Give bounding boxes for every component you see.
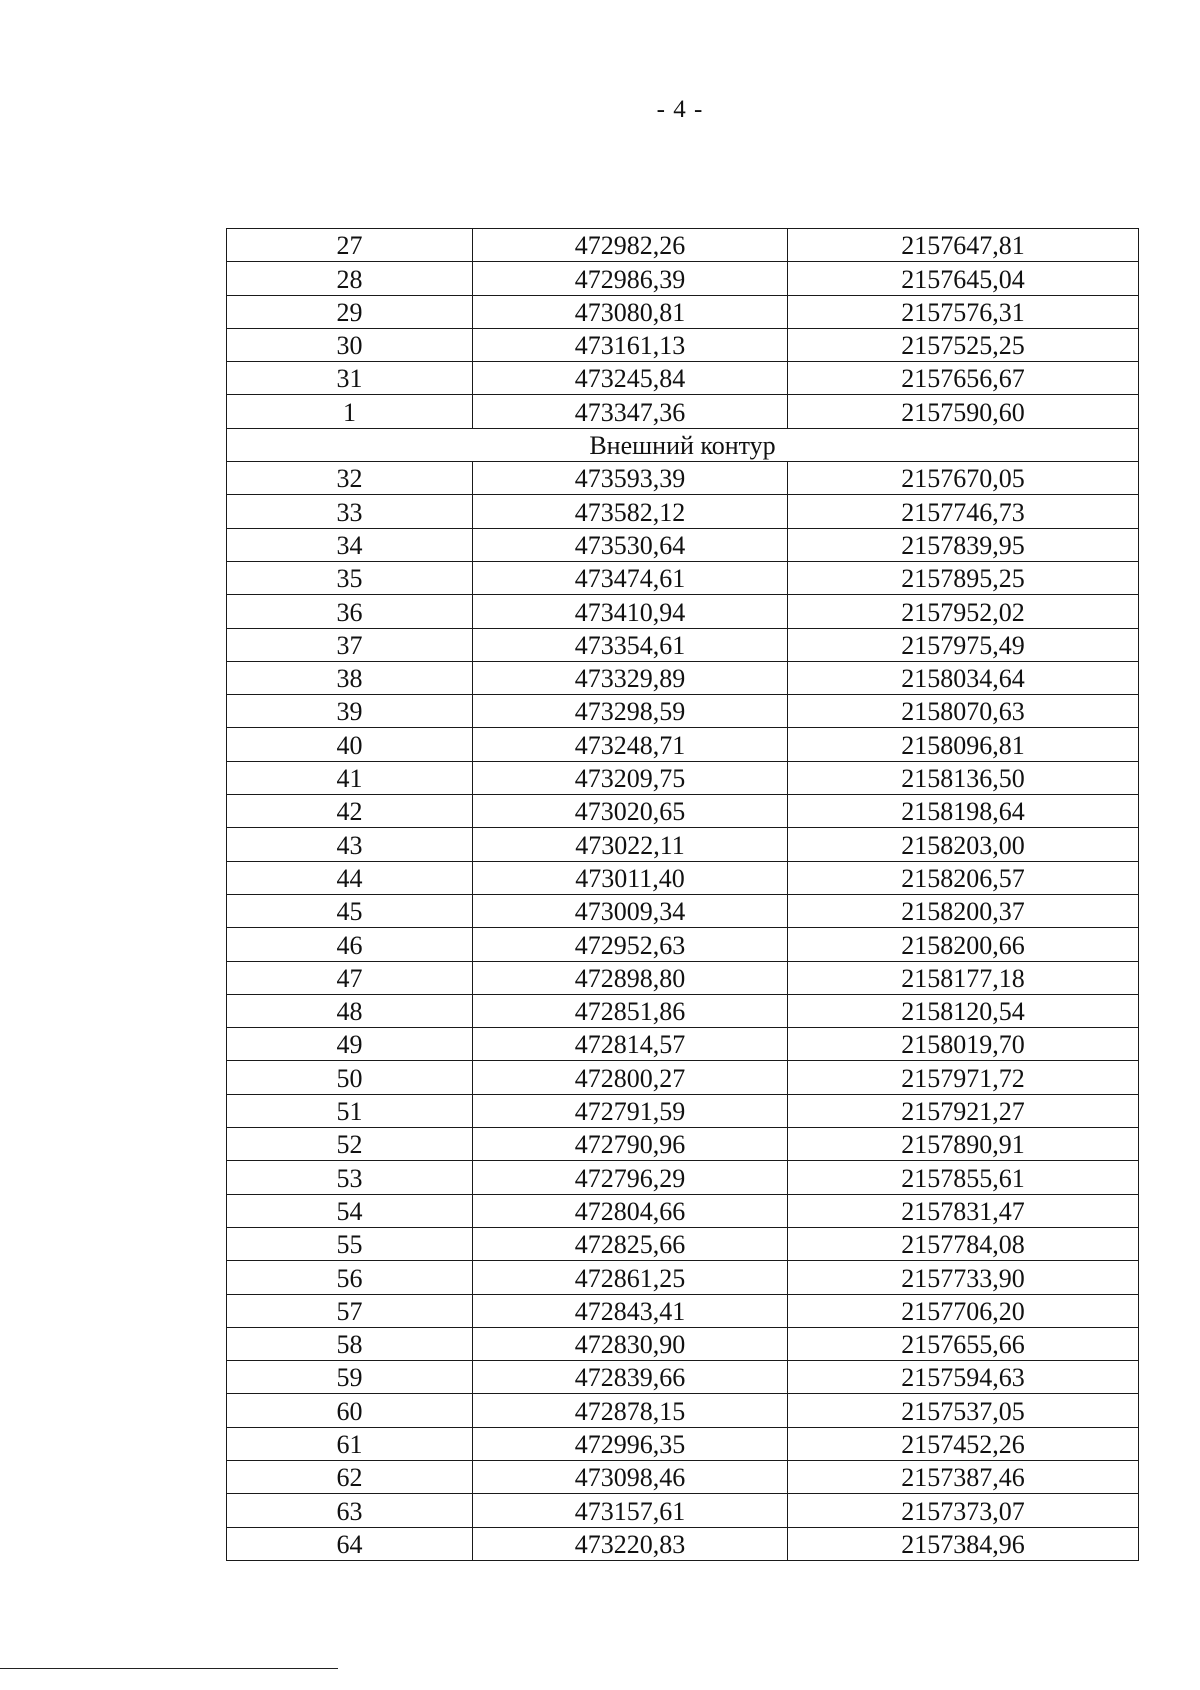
- x-coordinate-cell: 473161,13: [473, 328, 788, 361]
- section-row: [227, 428, 1139, 461]
- y-coordinate-cell: 2157831,47: [788, 1194, 1139, 1227]
- y-coordinate-cell: 2157387,46: [788, 1460, 1139, 1493]
- table-row: [227, 795, 1139, 828]
- table-row: [227, 1061, 1139, 1094]
- point-number-cell: 27: [227, 229, 473, 262]
- point-number-cell: 37: [227, 628, 473, 661]
- y-coordinate-cell: 2158034,64: [788, 661, 1139, 694]
- y-coordinate-cell: 2157746,73: [788, 495, 1139, 528]
- point-number-cell: 44: [227, 861, 473, 894]
- x-coordinate-cell: 472952,63: [473, 928, 788, 961]
- x-coordinate-cell: 473022,11: [473, 828, 788, 861]
- point-number-cell: 30: [227, 328, 473, 361]
- table-row: [227, 462, 1139, 495]
- table-row: [227, 1128, 1139, 1161]
- x-coordinate-cell: 472996,35: [473, 1427, 788, 1460]
- table-row: [227, 1460, 1139, 1493]
- y-coordinate-cell: 2158198,64: [788, 795, 1139, 828]
- table-row: [227, 728, 1139, 761]
- y-coordinate-cell: 2157594,63: [788, 1361, 1139, 1394]
- table-row: [227, 495, 1139, 528]
- x-coordinate-cell: 472878,15: [473, 1394, 788, 1427]
- y-coordinate-cell: 2157895,25: [788, 561, 1139, 594]
- x-coordinate-cell: 473009,34: [473, 894, 788, 927]
- table-row: [227, 1194, 1139, 1227]
- x-coordinate-cell: 473474,61: [473, 561, 788, 594]
- point-number-cell: 39: [227, 695, 473, 728]
- point-number-cell: 34: [227, 528, 473, 561]
- table-row: [227, 1361, 1139, 1394]
- y-coordinate-cell: 2157839,95: [788, 528, 1139, 561]
- point-number-cell: 33: [227, 495, 473, 528]
- table-row: [227, 628, 1139, 661]
- y-coordinate-cell: 2157921,27: [788, 1094, 1139, 1127]
- y-coordinate-cell: 2158070,63: [788, 695, 1139, 728]
- table-row: [227, 1094, 1139, 1127]
- footer-rule: [0, 1668, 338, 1669]
- table-row: [227, 1161, 1139, 1194]
- x-coordinate-cell: 472843,41: [473, 1294, 788, 1327]
- x-coordinate-cell: 473593,39: [473, 462, 788, 495]
- y-coordinate-cell: 2157656,67: [788, 362, 1139, 395]
- y-coordinate-cell: 2157525,25: [788, 328, 1139, 361]
- point-number-cell: 1: [227, 395, 473, 428]
- x-coordinate-cell: 473530,64: [473, 528, 788, 561]
- point-number-cell: 43: [227, 828, 473, 861]
- point-number-cell: 36: [227, 595, 473, 628]
- x-coordinate-cell: 473098,46: [473, 1460, 788, 1493]
- y-coordinate-cell: 2157645,04: [788, 262, 1139, 295]
- page-number: - 4 -: [656, 96, 704, 123]
- table-row: [227, 661, 1139, 694]
- point-number-cell: 57: [227, 1294, 473, 1327]
- point-number-cell: 60: [227, 1394, 473, 1427]
- x-coordinate-cell: 473248,71: [473, 728, 788, 761]
- point-number-cell: 58: [227, 1327, 473, 1360]
- point-number-cell: 62: [227, 1460, 473, 1493]
- point-number-cell: 51: [227, 1094, 473, 1127]
- x-coordinate-cell: 473245,84: [473, 362, 788, 395]
- y-coordinate-cell: 2157384,96: [788, 1527, 1139, 1560]
- x-coordinate-cell: 473011,40: [473, 861, 788, 894]
- y-coordinate-cell: 2158200,66: [788, 928, 1139, 961]
- x-coordinate-cell: 473209,75: [473, 761, 788, 794]
- table-row: [227, 1227, 1139, 1260]
- y-coordinate-cell: 2157890,91: [788, 1128, 1139, 1161]
- x-coordinate-cell: 472986,39: [473, 262, 788, 295]
- x-coordinate-cell: 472790,96: [473, 1128, 788, 1161]
- point-number-cell: 32: [227, 462, 473, 495]
- y-coordinate-cell: 2158206,57: [788, 861, 1139, 894]
- y-coordinate-cell: 2158200,37: [788, 894, 1139, 927]
- y-coordinate-cell: 2158177,18: [788, 961, 1139, 994]
- table-row: [227, 328, 1139, 361]
- y-coordinate-cell: 2157784,08: [788, 1227, 1139, 1260]
- point-number-cell: 48: [227, 994, 473, 1027]
- point-number-cell: 46: [227, 928, 473, 961]
- x-coordinate-cell: 472830,90: [473, 1327, 788, 1360]
- table-row: [227, 961, 1139, 994]
- x-coordinate-cell: 473080,81: [473, 295, 788, 328]
- table-row: [227, 595, 1139, 628]
- point-number-cell: 40: [227, 728, 473, 761]
- x-coordinate-cell: 473020,65: [473, 795, 788, 828]
- point-number-cell: 38: [227, 661, 473, 694]
- table-row: [227, 362, 1139, 395]
- x-coordinate-cell: 473298,59: [473, 695, 788, 728]
- point-number-cell: 29: [227, 295, 473, 328]
- table-row: [227, 528, 1139, 561]
- point-number-cell: 49: [227, 1028, 473, 1061]
- x-coordinate-cell: 472839,66: [473, 1361, 788, 1394]
- table-row: [227, 861, 1139, 894]
- x-coordinate-cell: 472814,57: [473, 1028, 788, 1061]
- x-coordinate-cell: 473410,94: [473, 595, 788, 628]
- x-coordinate-cell: 473582,12: [473, 495, 788, 528]
- table-row: [227, 262, 1139, 295]
- coordinates-table: [226, 228, 1139, 1561]
- point-number-cell: 56: [227, 1261, 473, 1294]
- point-number-cell: 55: [227, 1227, 473, 1260]
- point-number-cell: 45: [227, 894, 473, 927]
- table-row: [227, 828, 1139, 861]
- point-number-cell: 63: [227, 1494, 473, 1527]
- y-coordinate-cell: 2157855,61: [788, 1161, 1139, 1194]
- x-coordinate-cell: 473347,36: [473, 395, 788, 428]
- point-number-cell: 35: [227, 561, 473, 594]
- point-number-cell: 53: [227, 1161, 473, 1194]
- section-label: Внешний контур: [227, 428, 1139, 461]
- point-number-cell: 47: [227, 961, 473, 994]
- table-row: [227, 894, 1139, 927]
- coordinates-table-body: [227, 229, 1139, 1561]
- point-number-cell: 50: [227, 1061, 473, 1094]
- x-coordinate-cell: 472804,66: [473, 1194, 788, 1227]
- table-row: [227, 1427, 1139, 1460]
- y-coordinate-cell: 2157971,72: [788, 1061, 1139, 1094]
- x-coordinate-cell: 473220,83: [473, 1527, 788, 1560]
- x-coordinate-cell: 472861,25: [473, 1261, 788, 1294]
- y-coordinate-cell: 2157537,05: [788, 1394, 1139, 1427]
- table-row: [227, 229, 1139, 262]
- y-coordinate-cell: 2158136,50: [788, 761, 1139, 794]
- y-coordinate-cell: 2157590,60: [788, 395, 1139, 428]
- table-row: [227, 761, 1139, 794]
- point-number-cell: 28: [227, 262, 473, 295]
- y-coordinate-cell: 2157670,05: [788, 462, 1139, 495]
- table-row: [227, 1261, 1139, 1294]
- x-coordinate-cell: 472800,27: [473, 1061, 788, 1094]
- point-number-cell: 64: [227, 1527, 473, 1560]
- table-row: [227, 1327, 1139, 1360]
- point-number-cell: 42: [227, 795, 473, 828]
- x-coordinate-cell: 473157,61: [473, 1494, 788, 1527]
- table-row: [227, 928, 1139, 961]
- table-row: [227, 395, 1139, 428]
- x-coordinate-cell: 472851,86: [473, 994, 788, 1027]
- table-row: [227, 1294, 1139, 1327]
- x-coordinate-cell: 472791,59: [473, 1094, 788, 1127]
- y-coordinate-cell: 2157576,31: [788, 295, 1139, 328]
- y-coordinate-cell: 2158019,70: [788, 1028, 1139, 1061]
- point-number-cell: 61: [227, 1427, 473, 1460]
- x-coordinate-cell: 472898,80: [473, 961, 788, 994]
- x-coordinate-cell: 472825,66: [473, 1227, 788, 1260]
- y-coordinate-cell: 2157733,90: [788, 1261, 1139, 1294]
- y-coordinate-cell: 2157975,49: [788, 628, 1139, 661]
- x-coordinate-cell: 472982,26: [473, 229, 788, 262]
- table-row: [227, 295, 1139, 328]
- y-coordinate-cell: 2157655,66: [788, 1327, 1139, 1360]
- y-coordinate-cell: 2158203,00: [788, 828, 1139, 861]
- table-row: [227, 1394, 1139, 1427]
- point-number-cell: 59: [227, 1361, 473, 1394]
- y-coordinate-cell: 2157373,07: [788, 1494, 1139, 1527]
- x-coordinate-cell: 472796,29: [473, 1161, 788, 1194]
- table-row: [227, 1028, 1139, 1061]
- point-number-cell: 31: [227, 362, 473, 395]
- y-coordinate-cell: 2157706,20: [788, 1294, 1139, 1327]
- point-number-cell: 54: [227, 1194, 473, 1227]
- table-row: [227, 994, 1139, 1027]
- point-number-cell: 41: [227, 761, 473, 794]
- x-coordinate-cell: 473354,61: [473, 628, 788, 661]
- table-row: [227, 1527, 1139, 1560]
- y-coordinate-cell: 2157452,26: [788, 1427, 1139, 1460]
- y-coordinate-cell: 2158096,81: [788, 728, 1139, 761]
- y-coordinate-cell: 2157647,81: [788, 229, 1139, 262]
- point-number-cell: 52: [227, 1128, 473, 1161]
- table-row: [227, 695, 1139, 728]
- table-row: [227, 561, 1139, 594]
- y-coordinate-cell: 2157952,02: [788, 595, 1139, 628]
- x-coordinate-cell: 473329,89: [473, 661, 788, 694]
- y-coordinate-cell: 2158120,54: [788, 994, 1139, 1027]
- table-row: [227, 1494, 1139, 1527]
